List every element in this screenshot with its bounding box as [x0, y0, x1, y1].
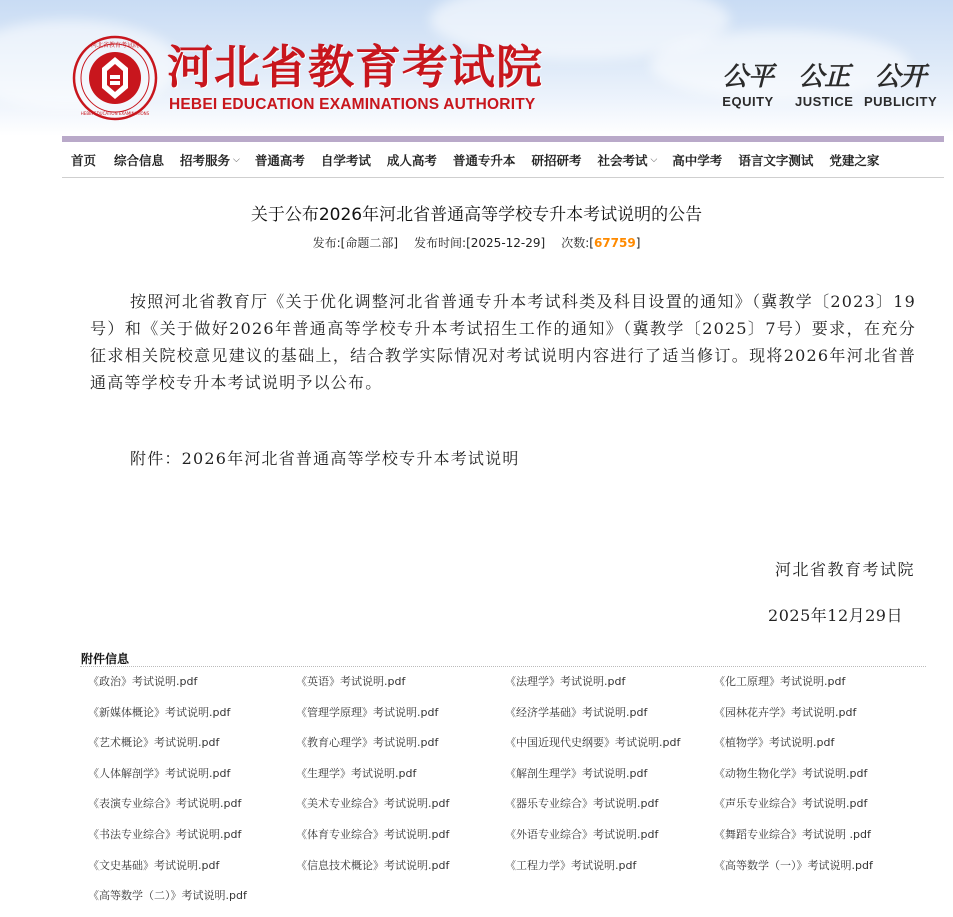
attachments-list — [88, 674, 928, 917]
motto-en: JUSTICE — [795, 94, 854, 109]
nav-item-party[interactable] — [829, 151, 879, 169]
nav-item-social-exam[interactable] — [597, 151, 657, 169]
nav-item-label: 研招研考 — [531, 152, 582, 168]
nav-item-gaokao[interactable] — [255, 151, 305, 169]
nav-item-general-info[interactable] — [114, 151, 164, 169]
attachment-link[interactable]: 《英语》考试说明.pdf — [296, 675, 406, 688]
nav-item-upgrade[interactable] — [453, 151, 516, 169]
attachment-link[interactable]: 《解剖生理学》考试说明.pdf — [505, 766, 648, 780]
nav-item-label: 综合信息 — [114, 152, 165, 168]
attachments-divider — [80, 666, 926, 667]
motto-cn: 公平 — [722, 62, 775, 92]
nav-item-label: 高中学考 — [672, 152, 723, 168]
article-meta: 发布:[命题二部] 发布时间:[2025-12-29] 次数:[67759] — [312, 236, 641, 250]
attachment-link[interactable]: 《法理学》考试说明.pdf — [505, 675, 626, 688]
views-label: 次数: — [561, 236, 590, 250]
nav-item-academic-test[interactable] — [672, 151, 722, 169]
attachment-link[interactable]: 《器乐专业综合》考试说明.pdf — [505, 797, 659, 811]
attachments-heading: 附件信息 — [81, 652, 130, 666]
motto-en: EQUITY — [722, 94, 774, 109]
signature-org: 河北省教育考试院 — [774, 560, 915, 579]
article-title: 关于公布2026年河北省普通高等学校专升本考试说明的公告 — [250, 205, 703, 225]
time-label: 发布时间: — [414, 236, 467, 250]
attachment-link[interactable]: 《动物生物化学》考试说明.pdf — [714, 766, 868, 780]
attachment-link[interactable]: 《高等数学（二）》考试说明.pdf — [88, 889, 247, 903]
nav-item-exam-services[interactable] — [180, 151, 240, 169]
attachment-link[interactable]: 《经济学基础》考试说明.pdf — [505, 705, 648, 719]
attachment-link[interactable]: 《植物学》考试说明.pdf — [714, 736, 835, 750]
nav-item-adult-exam[interactable] — [387, 151, 437, 169]
site-logo-subtitle: HEBEI EDUCATION EXAMINATIONS AUTHORITY — [169, 96, 536, 113]
attachment-link[interactable]: 《艺术概论》考试说明.pdf — [88, 736, 220, 750]
attachment-link[interactable]: 《表演专业综合》考试说明.pdf — [88, 797, 242, 811]
attachment-link[interactable]: 《信息技术概论》考试说明.pdf — [296, 858, 450, 872]
nav-item-label: 党建之家 — [829, 152, 880, 168]
nav-item-label: 成人高考 — [386, 152, 437, 168]
attachment-link[interactable]: 《工程力学》考试说明.pdf — [505, 858, 637, 872]
views-count: 67759 — [593, 236, 636, 250]
chevron-down-icon: ⌵ — [650, 154, 658, 165]
attachment-link[interactable]: 《园林花卉学》考试说明.pdf — [714, 705, 857, 719]
attachment-link[interactable]: 《化工原理》考试说明.pdf — [714, 675, 846, 688]
publisher-value: [命题二部] — [340, 236, 399, 250]
attachment-link[interactable]: 《书法专业综合》考试说明.pdf — [88, 827, 242, 841]
attachment-link[interactable]: 《美术专业综合》考试说明.pdf — [296, 797, 450, 811]
nav-item-label: 自学考试 — [320, 152, 371, 168]
attachment-link[interactable]: 《生理学》考试说明.pdf — [296, 766, 417, 780]
attachment-link[interactable]: 《教育心理学》考试说明.pdf — [296, 736, 439, 750]
publisher-label: 发布: — [312, 236, 341, 250]
nav-item-language-test[interactable] — [738, 151, 813, 169]
signature-date: 2025年12月29日 — [768, 606, 903, 625]
site-logo-title[interactable]: 河北省教育考试院 — [167, 40, 543, 94]
article-attachment-line: 附件：2026年河北省普通高等学校专升本考试说明 — [130, 449, 520, 468]
attachment-link[interactable]: 《高等数学（一）》考试说明.pdf — [714, 858, 873, 872]
motto-en: PUBLICITY — [864, 94, 938, 109]
article-body: 按照河北省教育厅《关于优化调整河北省普通专升本考试科类及科目设置的通知》（冀教学〔2023〕19号）和《关于做好2026年普通高等学校专升本考试招生工作的通知》（冀教学〔2025〕7号）要求，在充分征求相关院校意见建议的基础上，结合教学实际情况对考试说明内容进行了适当修订。现将2026年河北省普通高等学校专升本考试说明予以公布。 — [90, 292, 916, 392]
attachment-link[interactable]: 《中国近现代史纲要》考试说明.pdf — [505, 736, 681, 750]
svg-text:HEBEI EDUCATION EXAMINATIONS: HEBEI EDUCATION EXAMINATIONS — [80, 111, 150, 116]
nav-item-label: 社会考试 — [597, 152, 648, 168]
attachment-link[interactable]: 《人体解剖学》考试说明.pdf — [88, 766, 231, 780]
time-value: [2025-12-29] — [466, 236, 546, 250]
attachment-link[interactable]: 《政治》考试说明.pdf — [88, 675, 198, 688]
nav-item-label: 普通高考 — [254, 152, 305, 168]
attachment-link[interactable]: 《外语专业综合》考试说明.pdf — [505, 827, 659, 841]
attachment-link[interactable]: 《新媒体概论》考试说明.pdf — [88, 705, 231, 719]
nav-item-label: 招考服务 — [180, 152, 231, 168]
nav-item-self-study[interactable] — [321, 151, 371, 169]
nav-item-postgrad[interactable] — [531, 151, 581, 169]
nav-item-label: 普通专升本 — [452, 152, 516, 168]
nav-item-label: 首页 — [71, 152, 97, 168]
motto-publicity — [864, 62, 937, 109]
attachment-link[interactable]: 《声乐专业综合》考试说明.pdf — [714, 797, 868, 811]
attachment-link[interactable]: 《舞蹈专业综合》考试说明 .pdf — [714, 827, 871, 841]
attachment-link[interactable]: 《管理学原理》考试说明.pdf — [296, 705, 439, 719]
header-banner — [0, 0, 953, 136]
attachment-link[interactable]: 《文史基础》考试说明.pdf — [88, 858, 220, 872]
main-nav — [62, 142, 944, 178]
motto-cn: 公正 — [798, 62, 851, 92]
motto-justice — [795, 62, 853, 109]
nav-item-home[interactable] — [71, 151, 96, 169]
nav-item-label: 语言文字测试 — [738, 152, 814, 168]
seal-logo-icon[interactable] — [72, 35, 158, 121]
attachment-link[interactable]: 《体育专业综合》考试说明.pdf — [296, 827, 450, 841]
motto-equity — [722, 62, 774, 109]
motto-cn: 公开 — [874, 62, 927, 92]
chevron-down-icon: ⌵ — [233, 154, 240, 165]
svg-text:河北省教育考试院: 河北省教育考试院 — [90, 42, 140, 49]
